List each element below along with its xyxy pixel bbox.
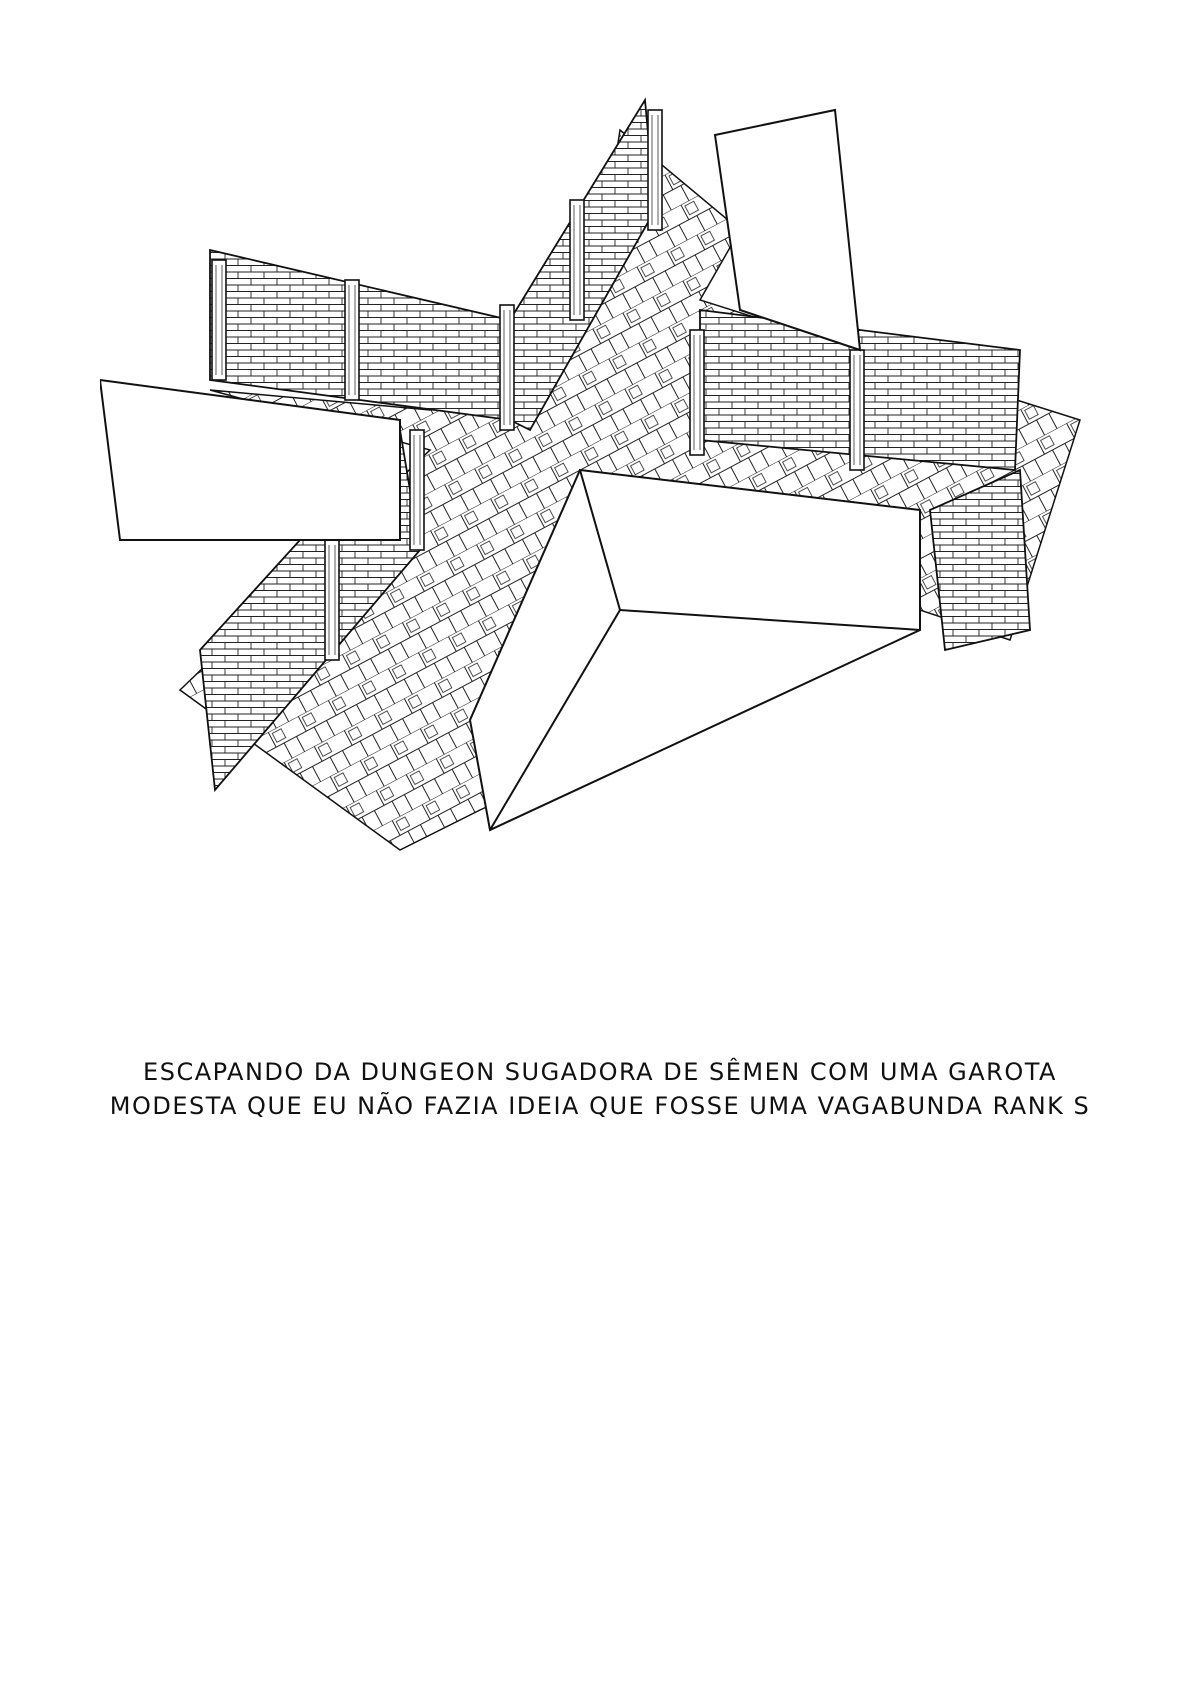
title-line-1: ESCAPANDO DA DUNGEON SUGADORA DE SÊMEN COM UMA GAROTA bbox=[143, 1058, 1057, 1086]
dungeon-crossroads-illustration bbox=[100, 90, 1100, 910]
title-block bbox=[0, 1055, 1200, 1123]
title-line-2: MODESTA QUE EU NÃO FAZIA IDEIA QUE FOSSE UMA VAGABUNDA RANK S bbox=[109, 1092, 1091, 1120]
